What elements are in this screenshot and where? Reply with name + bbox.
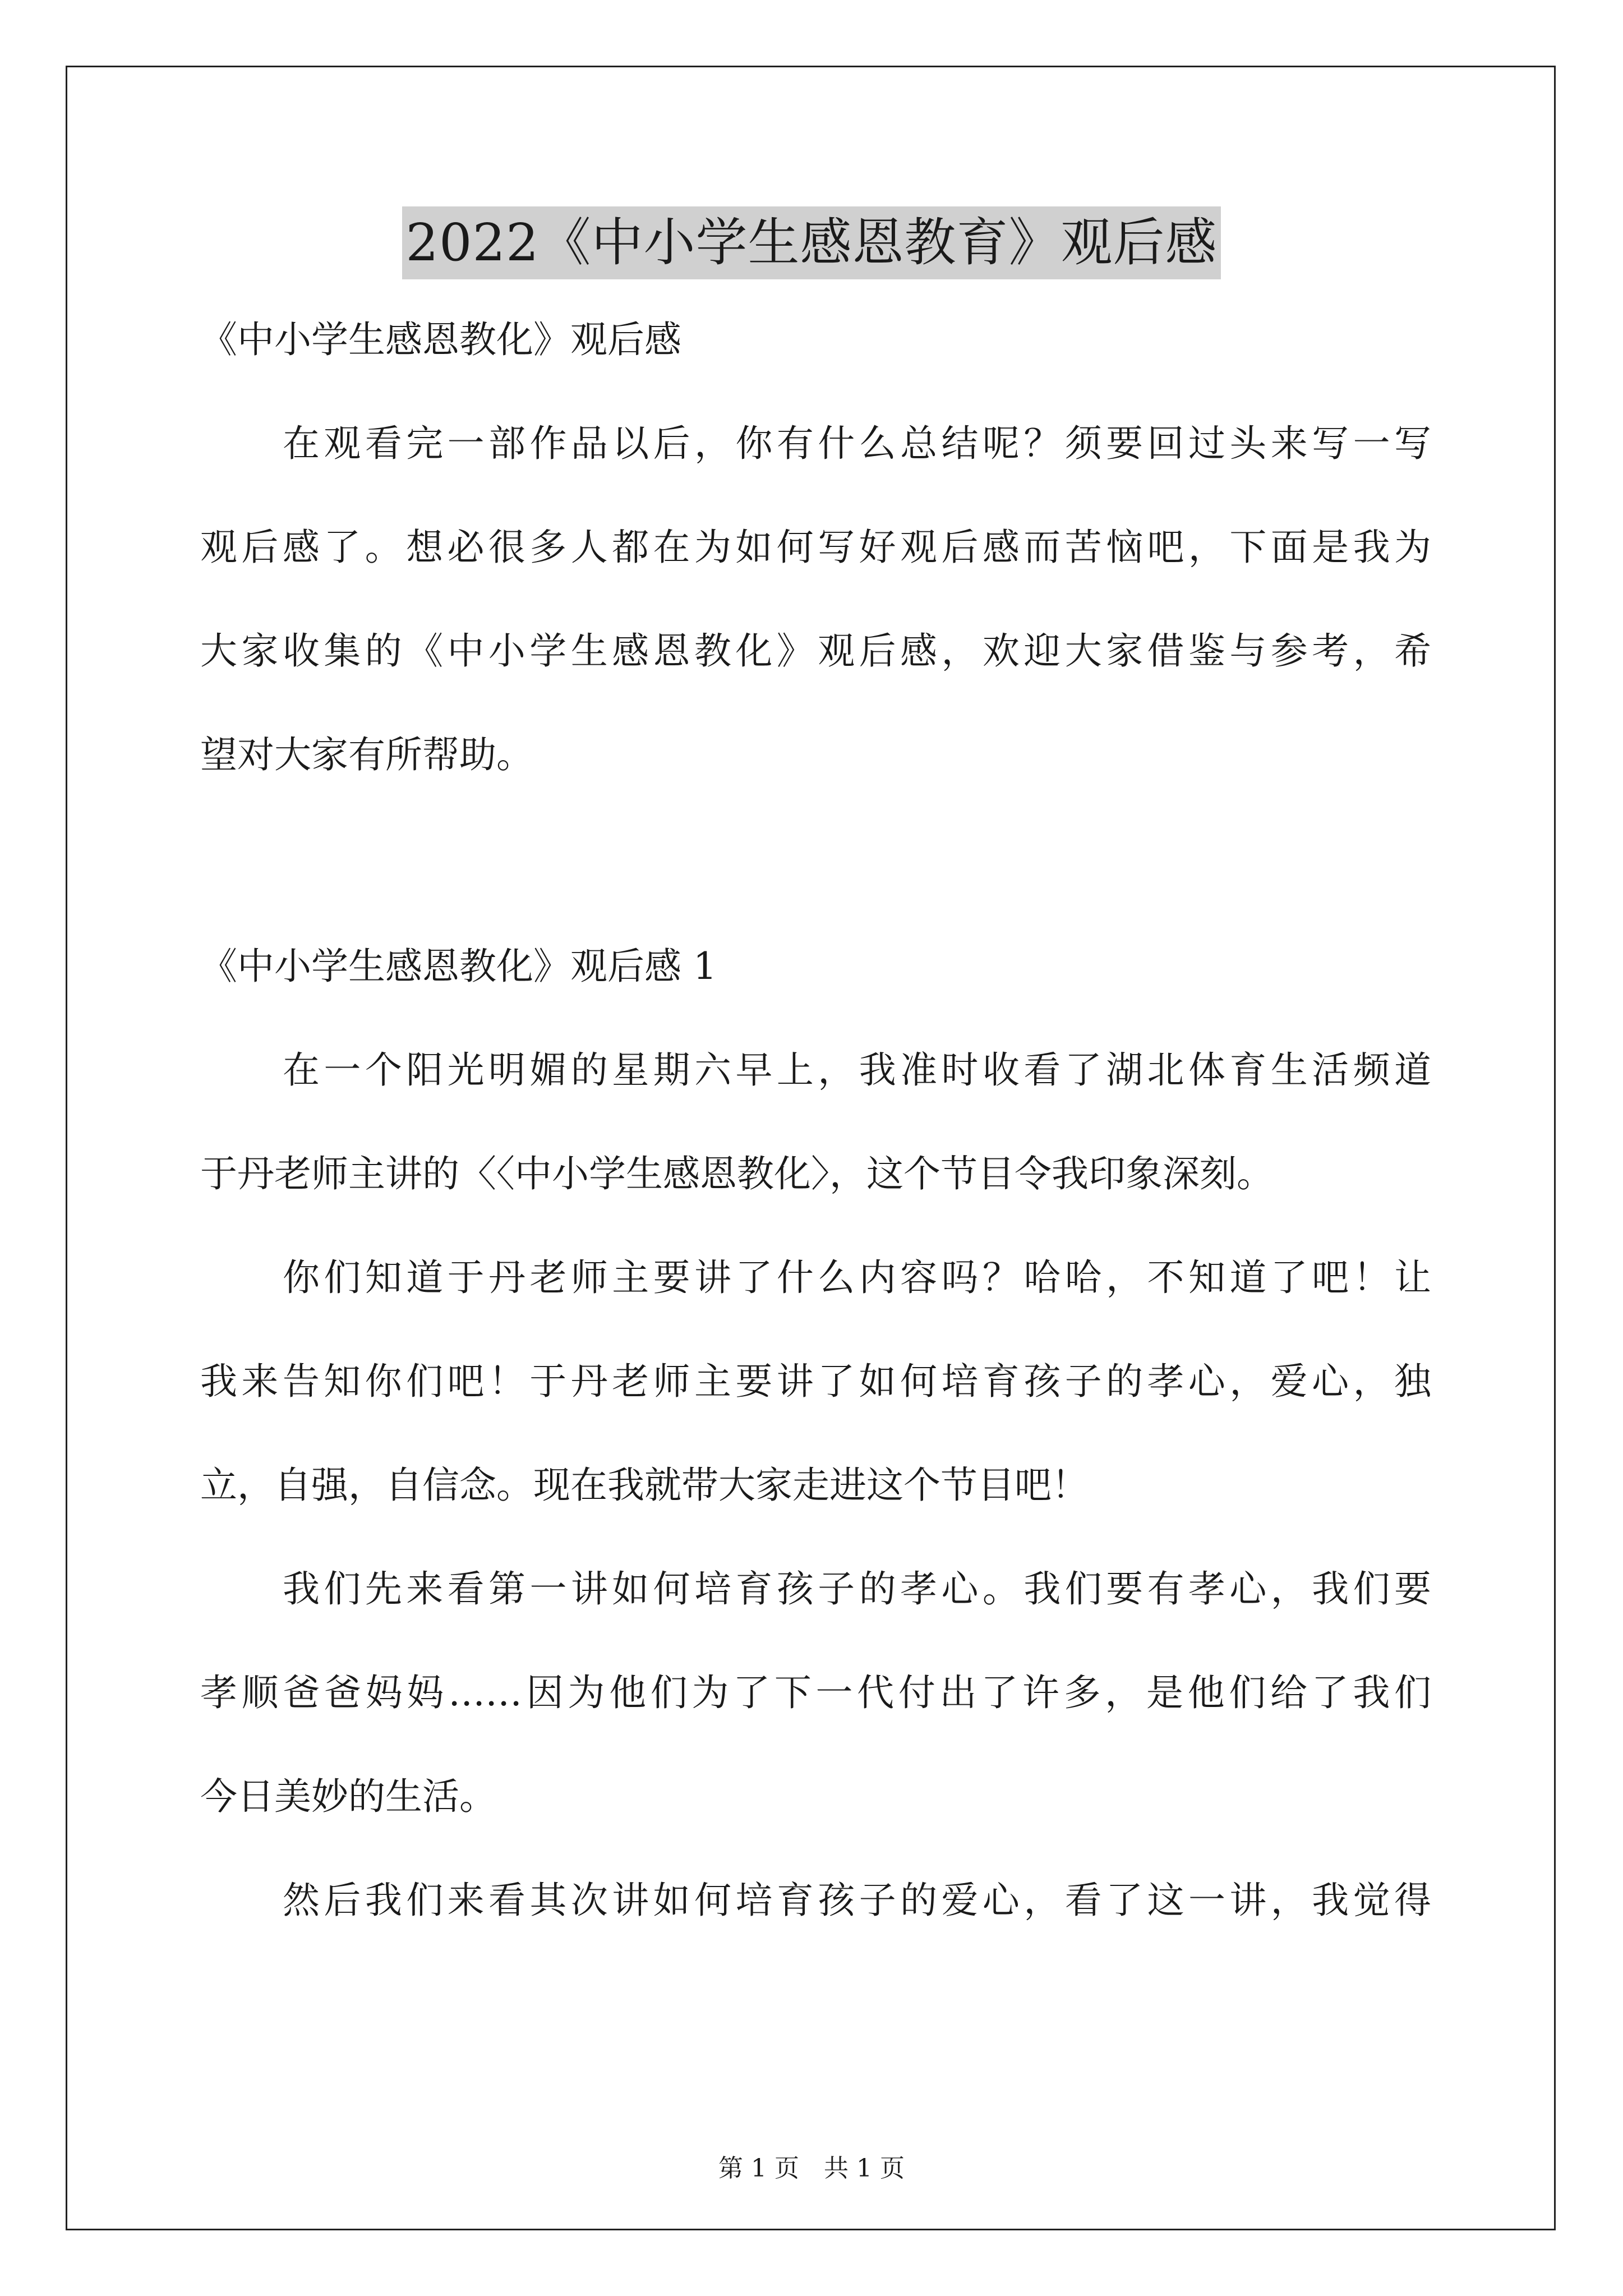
paragraph-line: 孝顺爸爸妈妈……因为他们为了下一代付出了许多，是他们给了我们: [200, 1671, 1431, 1714]
paragraph-line: 观后感了。想必很多人都在为如何写好观后感而苦恼吧，下面是我为: [200, 526, 1431, 569]
paragraph-line: 你们知道于丹老师主要讲了什么内容吗？哈哈，不知道了吧！让: [283, 1256, 1431, 1299]
heading-line: 《中小学生感恩教化》观后感: [200, 318, 681, 361]
section-heading: 《中小学生感恩教化》观后感 1: [200, 945, 717, 988]
paragraph-line: 在观看完一部作品以后，你有什么总结呢？须要回过头来写一写: [283, 422, 1431, 465]
paragraph-line: 大家收集的《中小学生感恩教化》观后感，欢迎大家借鉴与参考，希: [200, 629, 1431, 673]
title-container: [0, 206, 1623, 279]
paragraph-line: 我们先来看第一讲如何培育孩子的孝心。我们要有孝心，我们要: [283, 1567, 1431, 1611]
page-footer: 第 1 页 共 1 页: [718, 2154, 905, 2183]
paragraph-line: 然后我们来看其次讲如何培育孩子的爱心，看了这一讲，我觉得: [283, 1879, 1431, 1922]
paragraph-line: 我来告知你们吧！于丹老师主要讲了如何培育孩子的孝心，爱心，独: [200, 1360, 1431, 1403]
paragraph-line: 立，自强，自信念。现在我就带大家走进这个节目吧！: [200, 1464, 1089, 1507]
document-title: 2022《中小学生感恩教育》观后感: [402, 206, 1220, 279]
paragraph-line: 于丹老师主讲的〈〈中小学生感恩教化〉，这个节目令我印象深刻。: [200, 1152, 1274, 1195]
paragraph-line: 今日美妙的生活。: [200, 1775, 496, 1818]
paragraph-line: 在一个阳光明媚的星期六早上，我准时收看了湖北体育生活频道: [283, 1048, 1431, 1092]
paragraph-line: 望对大家有所帮助。: [200, 733, 533, 776]
